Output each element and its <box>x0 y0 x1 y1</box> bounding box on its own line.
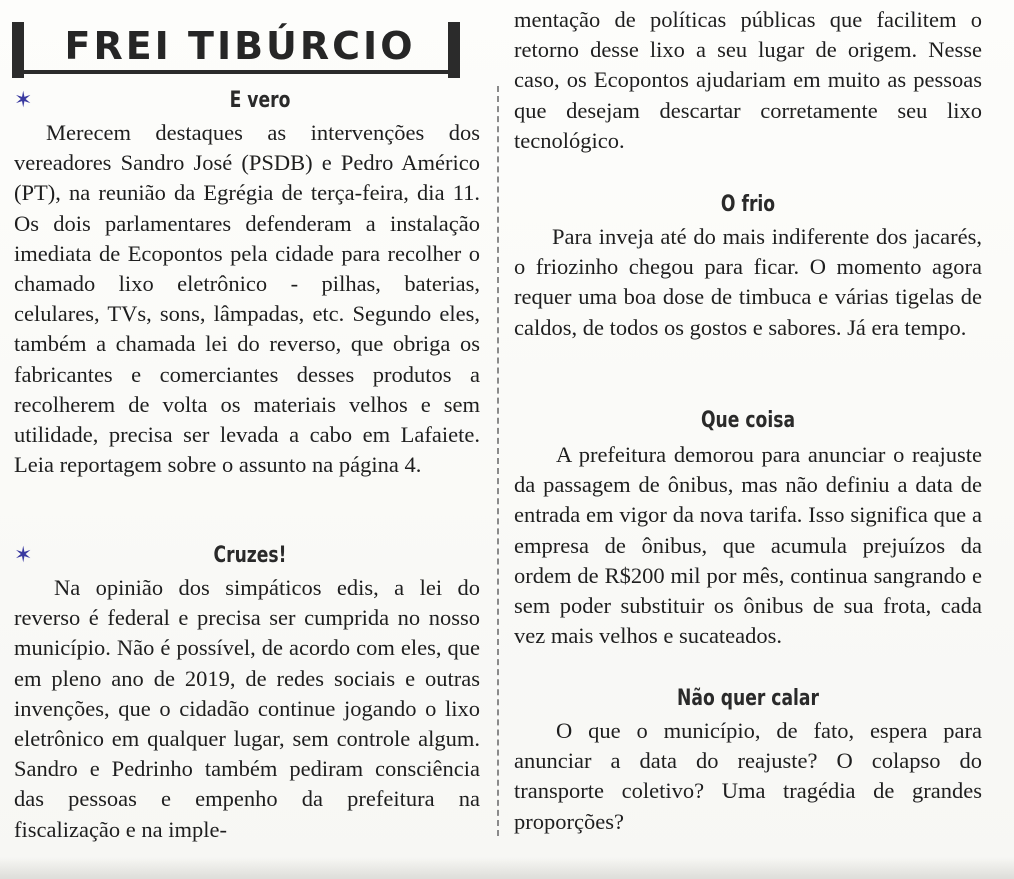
paragraph-cruzes-continued: mentação de políticas públicas que facilitem o retorno desse lixo a seu lugar de origem. Nesse caso, os Ecopontos ajudariam em muito as pessoas que desejam descartar corretamente seu lixo tecnológico. <box>514 7 982 153</box>
paragraph-e-vero: Merecem destaques as intervenções dos vereadores Sandro José (PSDB) e Pedro Américo (PT), na reunião da Egrégia de terça-feira, dia 11. Os dois parlamentares defenderam a instalação imediata de Ecopontos pela cidade para recolher o chamado lixo eletrônico - pilhas, baterias, celulares, TVs, sons, lâmpadas, etc. Segundo eles, também a chamada lei do reverso, que obriga os fabricantes e comerciantes desses produtos a recolherem de volta os materiais velhos e sem utilidade, precisa ser levada a cabo em Lafaiete. Leia reportagem sobre o assunto na página 4. <box>14 120 480 478</box>
paragraph-que-coisa: A prefeitura demorou para anunciar o reajuste da passagem de ônibus, mas não definiu a data de entrada em vigor da nova tarifa. Isso significa que a empresa de ônibus, que acumula prejuízos da ordem de R$200 mil por mês, continua sangrando e sem poder substituir os ônibus de sua frota, cada vez mais velhos e sucateados. <box>514 442 982 649</box>
paragraph-o-frio: Para inveja até do mais indiferente dos jacarés, o friozinho chegou para ficar. O momento agora requer uma boa dose de timbuca e várias tigelas de caldos, de todos os gostos e sabores. Já era tempo. <box>514 224 982 340</box>
column-title: FREI TIBÚRCIO <box>64 24 416 68</box>
star-icon: ✶ <box>14 543 33 568</box>
masthead-left-bar <box>12 22 24 78</box>
column-masthead <box>12 22 460 78</box>
heading-que-coisa: Que coisa <box>700 408 796 433</box>
scan-shadow <box>0 857 1014 879</box>
column-divider <box>497 86 501 836</box>
paragraph-nao-quer-calar: O que o município, de fato, espera para anunciar a data do reajuste? O colapso do transporte coletivo? Uma tragédia de grandes proporções? <box>514 718 982 834</box>
star-icon: ✶ <box>14 88 33 113</box>
heading-cruzes: Cruzes! <box>213 543 287 568</box>
heading-nao-quer-calar: Não quer calar <box>677 686 819 711</box>
masthead-right-bar <box>448 22 460 78</box>
heading-e-vero: E vero <box>229 88 291 113</box>
heading-o-frio: O frio <box>720 192 776 217</box>
masthead-underline <box>24 70 448 74</box>
paragraph-cruzes: Na opinião dos simpáticos edis, a lei do reverso é federal e precisa ser cumprida no nosso município. Não é possível, de acordo com eles, que em pleno ano de 2019, de redes sociais e outras invenções, que o cidadão continue jogando o lixo eletrônico em qualquer lugar, sem controle algum. Sandro e Pedrinho também pediram consciência das pessoas e empenho da prefeitura na fiscalização e na imple- <box>14 575 480 842</box>
